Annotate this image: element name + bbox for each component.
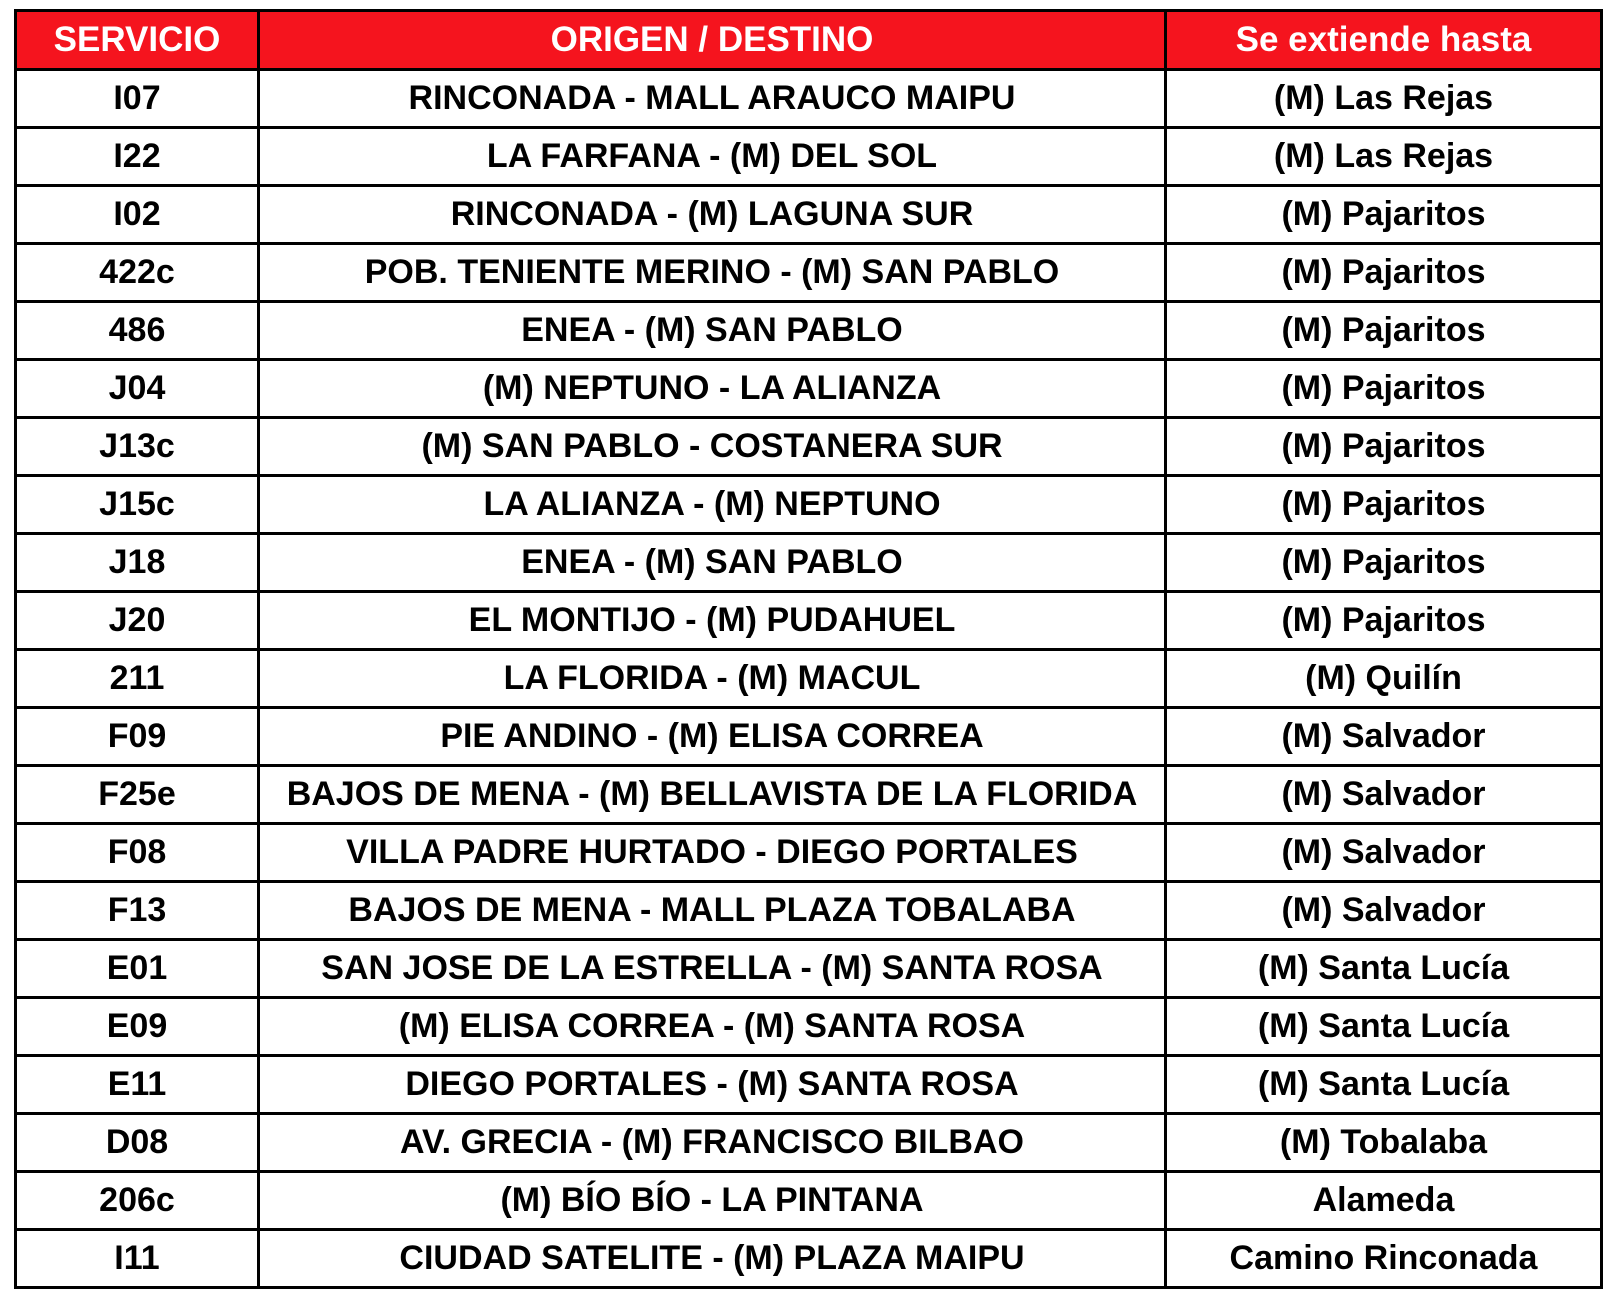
table-row — [16, 998, 1602, 1056]
cell-origen-destino: SAN JOSE DE LA ESTRELLA - (M) SANTA ROSA — [259, 940, 1166, 998]
header-se-extiende-hasta: Se extiende hasta — [1166, 11, 1602, 70]
cell-origen-destino: PIE ANDINO - (M) ELISA CORREA — [259, 708, 1166, 766]
cell-origen-destino: (M) ELISA CORREA - (M) SANTA ROSA — [259, 998, 1166, 1056]
cell-origen-destino: LA FLORIDA - (M) MACUL — [259, 650, 1166, 708]
cell-se-extiende-hasta: (M) Las Rejas — [1166, 128, 1602, 186]
cell-origen-destino: POB. TENIENTE MERINO - (M) SAN PABLO — [259, 244, 1166, 302]
cell-origen-destino: (M) SAN PABLO - COSTANERA SUR — [259, 418, 1166, 476]
cell-origen-destino: LA FARFANA - (M) DEL SOL — [259, 128, 1166, 186]
cell-origen-destino: (M) BÍO BÍO - LA PINTANA — [259, 1172, 1166, 1230]
table-row — [16, 186, 1602, 244]
cell-origen-destino: (M) NEPTUNO - LA ALIANZA — [259, 360, 1166, 418]
cell-servicio: J04 — [16, 360, 259, 418]
cell-se-extiende-hasta: (M) Santa Lucía — [1166, 940, 1602, 998]
table-row — [16, 70, 1602, 128]
cell-se-extiende-hasta: Camino Rinconada — [1166, 1230, 1602, 1288]
cell-se-extiende-hasta: (M) Pajaritos — [1166, 244, 1602, 302]
cell-se-extiende-hasta: (M) Pajaritos — [1166, 418, 1602, 476]
cell-origen-destino: DIEGO PORTALES - (M) SANTA ROSA — [259, 1056, 1166, 1114]
cell-servicio: I11 — [16, 1230, 259, 1288]
cell-servicio: I22 — [16, 128, 259, 186]
cell-servicio: J20 — [16, 592, 259, 650]
cell-se-extiende-hasta: (M) Santa Lucía — [1166, 1056, 1602, 1114]
cell-origen-destino: CIUDAD SATELITE - (M) PLAZA MAIPU — [259, 1230, 1166, 1288]
cell-se-extiende-hasta: (M) Tobalaba — [1166, 1114, 1602, 1172]
table-row — [16, 1172, 1602, 1230]
cell-servicio: F09 — [16, 708, 259, 766]
table-row — [16, 592, 1602, 650]
cell-origen-destino: VILLA PADRE HURTADO - DIEGO PORTALES — [259, 824, 1166, 882]
cell-origen-destino: RINCONADA - MALL ARAUCO MAIPU — [259, 70, 1166, 128]
cell-servicio: E09 — [16, 998, 259, 1056]
table-row — [16, 708, 1602, 766]
cell-servicio: I02 — [16, 186, 259, 244]
cell-se-extiende-hasta: (M) Salvador — [1166, 766, 1602, 824]
cell-servicio: D08 — [16, 1114, 259, 1172]
table-row — [16, 650, 1602, 708]
cell-origen-destino: EL MONTIJO - (M) PUDAHUEL — [259, 592, 1166, 650]
cell-servicio: F25e — [16, 766, 259, 824]
table-row — [16, 882, 1602, 940]
header-servicio: SERVICIO — [16, 11, 259, 70]
cell-origen-destino: ENEA - (M) SAN PABLO — [259, 302, 1166, 360]
route-extension-table — [14, 9, 1603, 1289]
header-origen-destino: ORIGEN / DESTINO — [259, 11, 1166, 70]
cell-se-extiende-hasta: (M) Las Rejas — [1166, 70, 1602, 128]
cell-servicio: F13 — [16, 882, 259, 940]
cell-se-extiende-hasta: (M) Santa Lucía — [1166, 998, 1602, 1056]
cell-origen-destino: AV. GRECIA - (M) FRANCISCO BILBAO — [259, 1114, 1166, 1172]
cell-se-extiende-hasta: (M) Pajaritos — [1166, 592, 1602, 650]
cell-se-extiende-hasta: (M) Pajaritos — [1166, 186, 1602, 244]
table-row — [16, 1114, 1602, 1172]
cell-se-extiende-hasta: (M) Pajaritos — [1166, 360, 1602, 418]
table-body — [16, 70, 1602, 1288]
table-row — [16, 418, 1602, 476]
cell-servicio: I07 — [16, 70, 259, 128]
cell-servicio: F08 — [16, 824, 259, 882]
cell-origen-destino: LA ALIANZA - (M) NEPTUNO — [259, 476, 1166, 534]
table-row — [16, 302, 1602, 360]
table-row — [16, 476, 1602, 534]
table-row — [16, 766, 1602, 824]
cell-se-extiende-hasta: (M) Pajaritos — [1166, 302, 1602, 360]
table-row — [16, 940, 1602, 998]
cell-origen-destino: BAJOS DE MENA - (M) BELLAVISTA DE LA FLORIDA — [259, 766, 1166, 824]
cell-se-extiende-hasta: (M) Salvador — [1166, 824, 1602, 882]
cell-servicio: 211 — [16, 650, 259, 708]
table-row — [16, 824, 1602, 882]
header-row — [16, 11, 1602, 70]
cell-se-extiende-hasta: (M) Quilín — [1166, 650, 1602, 708]
cell-servicio: 486 — [16, 302, 259, 360]
cell-se-extiende-hasta: (M) Pajaritos — [1166, 534, 1602, 592]
cell-servicio: E11 — [16, 1056, 259, 1114]
table-row — [16, 1230, 1602, 1288]
cell-servicio: 206c — [16, 1172, 259, 1230]
table-row — [16, 360, 1602, 418]
table-row — [16, 128, 1602, 186]
cell-se-extiende-hasta: Alameda — [1166, 1172, 1602, 1230]
cell-origen-destino: ENEA - (M) SAN PABLO — [259, 534, 1166, 592]
table-row — [16, 1056, 1602, 1114]
cell-se-extiende-hasta: (M) Pajaritos — [1166, 476, 1602, 534]
cell-servicio: 422c — [16, 244, 259, 302]
cell-servicio: J13c — [16, 418, 259, 476]
table-header — [16, 11, 1602, 70]
cell-se-extiende-hasta: (M) Salvador — [1166, 882, 1602, 940]
cell-servicio: J18 — [16, 534, 259, 592]
table-row — [16, 244, 1602, 302]
cell-servicio: E01 — [16, 940, 259, 998]
cell-servicio: J15c — [16, 476, 259, 534]
cell-origen-destino: BAJOS DE MENA - MALL PLAZA TOBALABA — [259, 882, 1166, 940]
table-row — [16, 534, 1602, 592]
cell-se-extiende-hasta: (M) Salvador — [1166, 708, 1602, 766]
cell-origen-destino: RINCONADA - (M) LAGUNA SUR — [259, 186, 1166, 244]
